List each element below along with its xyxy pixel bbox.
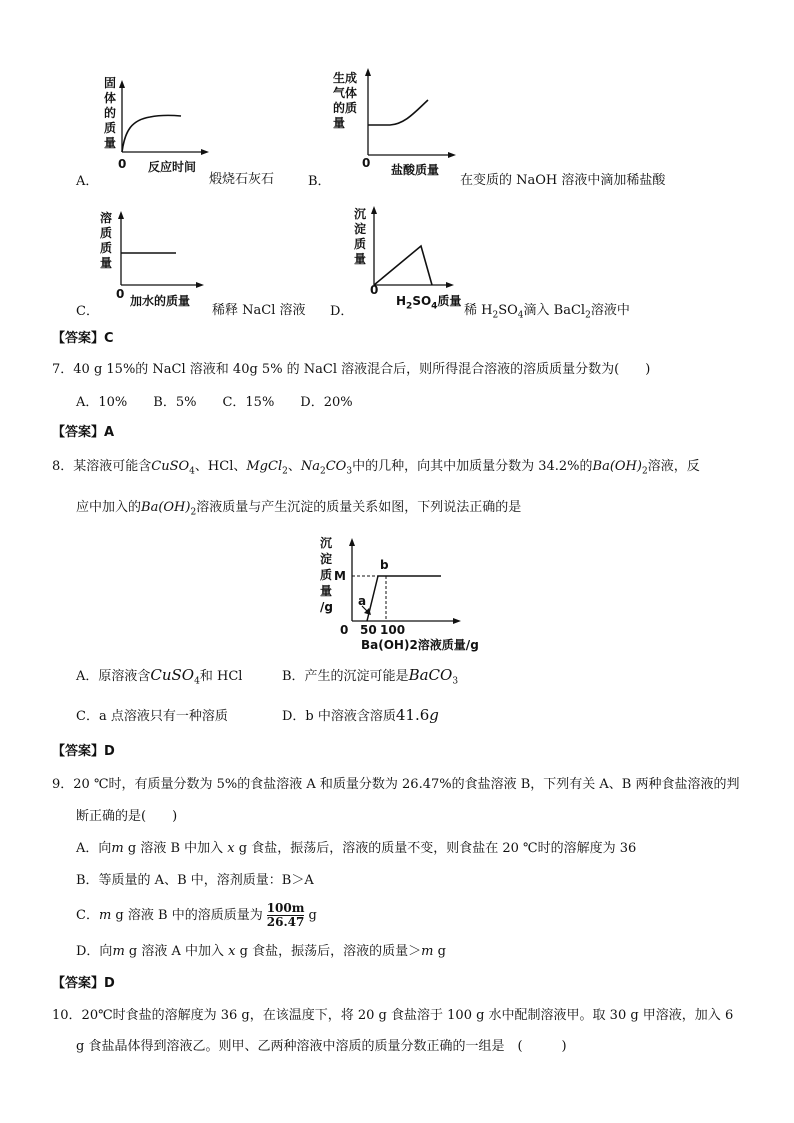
var-x: x bbox=[227, 841, 235, 856]
caption-sub: 2 bbox=[492, 310, 499, 321]
q9-opt-text: A．向 bbox=[76, 841, 112, 856]
formula-sub: 2 bbox=[190, 507, 197, 518]
q8-label-b: b bbox=[380, 558, 389, 572]
answer-8: 【答案】D bbox=[52, 744, 115, 759]
q8-opt-text: D．b 中溶液含溶质 bbox=[282, 709, 396, 724]
formula-sub: 4 bbox=[189, 466, 195, 477]
q8-ylabel-char: /g bbox=[320, 600, 333, 614]
graph-c-ylabel-char: 量 bbox=[100, 256, 113, 270]
q8-text: 溶液，反 bbox=[647, 459, 700, 474]
graph-a-ylabel-char: 的 bbox=[104, 106, 117, 120]
caption-sub: 4 bbox=[517, 310, 524, 321]
q8-text: 、 bbox=[287, 459, 301, 474]
q8-text: 溶液质量与产生沉淀的质量关系如图，下列说法正确的是 bbox=[196, 500, 522, 515]
graph-c-xlabel: 加水的质量 bbox=[130, 294, 191, 308]
q8-opt-unit: g bbox=[429, 706, 439, 724]
formula-na2co3: Na bbox=[300, 459, 320, 474]
option-b-label: B． bbox=[308, 174, 331, 189]
q8-ylabel-char: 沉 bbox=[320, 536, 333, 550]
graph-d-xlabel-part: H bbox=[396, 294, 407, 308]
q8-text: 应中加入的 bbox=[76, 500, 142, 515]
graph-d-ylabel-char: 沉 bbox=[354, 207, 367, 221]
graph-d-xlabel-sub: 4 bbox=[431, 301, 438, 312]
q8-label-m: M bbox=[334, 569, 346, 583]
q9-opt-text: D．向 bbox=[76, 944, 113, 959]
graph-c-ylabel-char: 溶 bbox=[100, 211, 113, 225]
graph-c-ylabel-char: 质 bbox=[100, 241, 113, 255]
option-b-caption: 在变质的 NaOH 溶液中滴加稀盐酸 bbox=[460, 173, 666, 188]
graph-b-ylabel-char: 生成 bbox=[333, 71, 358, 85]
q9-stem-line1: 9．20 ℃时，有质量分数为 5%的食盐溶液 A 和质量分数为 26.47%的食盐溶液 B，下列有关 A、B 两种食盐溶液的判 bbox=[52, 777, 740, 792]
graph-a-origin: 0 bbox=[118, 157, 127, 171]
q8-ylabel-char: 淀 bbox=[320, 552, 333, 566]
graph-d-ylabel-char: 量 bbox=[354, 252, 367, 266]
q9-opt-text: g 食盐，振荡后，溶液的质量不变，则食盐在 20 ℃时的溶解度为 36 bbox=[238, 841, 637, 856]
q8-xlabel: Ba(OH)2溶液质量/g bbox=[361, 638, 479, 652]
formula-cuso4: CuSO bbox=[150, 666, 195, 684]
formula-sub: 2 bbox=[320, 466, 326, 477]
q8-text: 、HCl、 bbox=[194, 459, 247, 474]
graph-b-ylabel-char: 量 bbox=[333, 116, 346, 130]
option-d-label: D． bbox=[330, 304, 354, 319]
var-x: x bbox=[228, 944, 236, 959]
graph-b-ylabel-char: 的质 bbox=[333, 101, 358, 115]
graph-d-xlabel-part: SO bbox=[412, 294, 432, 308]
var-m: m bbox=[421, 944, 434, 959]
graph-d-ylabel-char: 淀 bbox=[354, 222, 367, 236]
formula-sub: 3 bbox=[452, 676, 459, 687]
q8-ylabel-char: 质 bbox=[320, 568, 333, 582]
fraction bbox=[267, 902, 305, 929]
caption-part: SO bbox=[498, 303, 518, 318]
q8-origin: 0 bbox=[340, 623, 349, 637]
q10-stem-line1: 10．20℃时食盐的溶解度为 36 g，在该温度下，将 20 g 食盐溶于 100 g 水中配制溶液甲。取 30 g 甲溶液，加入 6 bbox=[52, 1008, 734, 1023]
caption-part: 稀 H bbox=[464, 303, 493, 318]
q8-tick-100: 100 bbox=[380, 623, 406, 637]
q8-opt-text: 和 HCl bbox=[199, 669, 243, 684]
answer-9: 【答案】D bbox=[52, 976, 115, 991]
q8-option-d bbox=[282, 705, 439, 724]
q9-opt-text: C． bbox=[76, 908, 99, 923]
q9-option-c bbox=[76, 902, 317, 929]
graph-d-xlabel-sub: 2 bbox=[406, 301, 413, 312]
caption-part: 滴入 BaCl bbox=[523, 303, 586, 318]
q9-option-b: B．等质量的 A、B 中，溶剂质量：B＞A bbox=[76, 873, 314, 888]
formula-baco3: BaCO bbox=[408, 666, 453, 684]
graph-b-ylabel-char: 气体 bbox=[333, 86, 358, 100]
q8-option-a bbox=[76, 665, 242, 687]
option-a-label: A． bbox=[76, 174, 99, 189]
q7-stem: 7．40 g 15%的 NaCl 溶液和 40g 5% 的 NaCl 溶液混合后，则所得混合溶液的溶质质量分数为( ) bbox=[52, 362, 651, 377]
q9-opt-text: g bbox=[308, 908, 317, 923]
q9-opt-text: g 溶液 B 中的溶质质量为 bbox=[115, 908, 263, 923]
graph-c-ylabel-char: 质 bbox=[100, 226, 113, 240]
var-m: m bbox=[111, 841, 124, 856]
q9-option-a bbox=[76, 837, 636, 856]
graph-a-ylabel-char: 固 bbox=[104, 76, 117, 90]
formula-sub: 2 bbox=[282, 466, 288, 477]
var-m: m bbox=[112, 944, 125, 959]
graph-a-xlabel: 反应时间 bbox=[148, 160, 197, 174]
formula-baoh2: Ba(OH) bbox=[592, 459, 642, 474]
graph-b-xlabel: 盐酸质量 bbox=[391, 163, 440, 177]
q9-opt-text: g 溶液 B 中加入 bbox=[127, 841, 224, 856]
q8-opt-text: B．产生的沉淀可能是 bbox=[282, 669, 409, 684]
q9-opt-text: g 食盐，振荡后，溶液的质量＞ bbox=[239, 944, 422, 959]
q8-opt-text: A．原溶液含 bbox=[76, 669, 151, 684]
q9-stem-line2: 断正确的是( ) bbox=[76, 809, 178, 824]
q8-label-a: a bbox=[358, 594, 367, 608]
graph-a-ylabel-char: 质 bbox=[104, 121, 117, 135]
q8-text: 8．某溶液可能含 bbox=[52, 459, 152, 474]
q8-text: 中的几种，向其中加质量分数为 34.2%的 bbox=[352, 459, 593, 474]
formula-na2co3-co: CO bbox=[325, 459, 347, 474]
graph-d-ylabel-char: 质 bbox=[354, 237, 367, 251]
graph-a-ylabel-char: 体 bbox=[104, 91, 117, 105]
q9-option-d bbox=[76, 940, 446, 959]
graph-d-origin: 0 bbox=[370, 283, 379, 297]
q9-opt-text: g bbox=[437, 944, 446, 959]
q8-tick-50: 50 bbox=[360, 623, 377, 637]
formula-cuso4: CuSO bbox=[151, 459, 190, 474]
graph-c-origin: 0 bbox=[116, 287, 125, 301]
answer-6: 【答案】C bbox=[52, 331, 114, 346]
q9-opt-text: g 溶液 A 中加入 bbox=[128, 944, 225, 959]
q8-option-b bbox=[282, 665, 458, 687]
graph-b-origin: 0 bbox=[362, 156, 371, 170]
q8-ylabel-char: 量 bbox=[320, 584, 333, 598]
option-a-caption: 煅烧石灰石 bbox=[209, 172, 275, 187]
q10-stem-line2: g 食盐晶体得到溶液乙。则甲、乙两种溶液中溶质的质量分数正确的一组是 ( ) bbox=[76, 1039, 567, 1054]
formula-sub: 3 bbox=[346, 466, 353, 477]
caption-part: 溶液中 bbox=[590, 303, 630, 318]
graph-a-ylabel-char: 量 bbox=[104, 136, 117, 150]
fraction-numerator: 100m bbox=[266, 901, 305, 915]
caption-sub: 2 bbox=[585, 310, 591, 321]
fraction-denominator: 26.47 bbox=[266, 915, 305, 929]
option-c-caption: 稀释 NaCl 溶液 bbox=[212, 303, 306, 318]
q8-opt-value: 41.6 bbox=[395, 706, 430, 724]
graph-d-xlabel-part: 质量 bbox=[437, 294, 462, 308]
formula-sub: 2 bbox=[641, 466, 648, 477]
answer-7: 【答案】A bbox=[52, 425, 115, 440]
formula-mgcl2: MgCl bbox=[246, 459, 283, 474]
formula-baoh2: Ba(OH) bbox=[141, 500, 191, 515]
var-m: m bbox=[98, 908, 112, 923]
formula-sub: 4 bbox=[194, 676, 200, 687]
q7-options: A．10% B．5% C．15% D．20% bbox=[76, 395, 353, 410]
q8-option-c: C．a 点溶液只有一种溶质 bbox=[76, 709, 228, 724]
option-c-label: C． bbox=[76, 304, 99, 319]
